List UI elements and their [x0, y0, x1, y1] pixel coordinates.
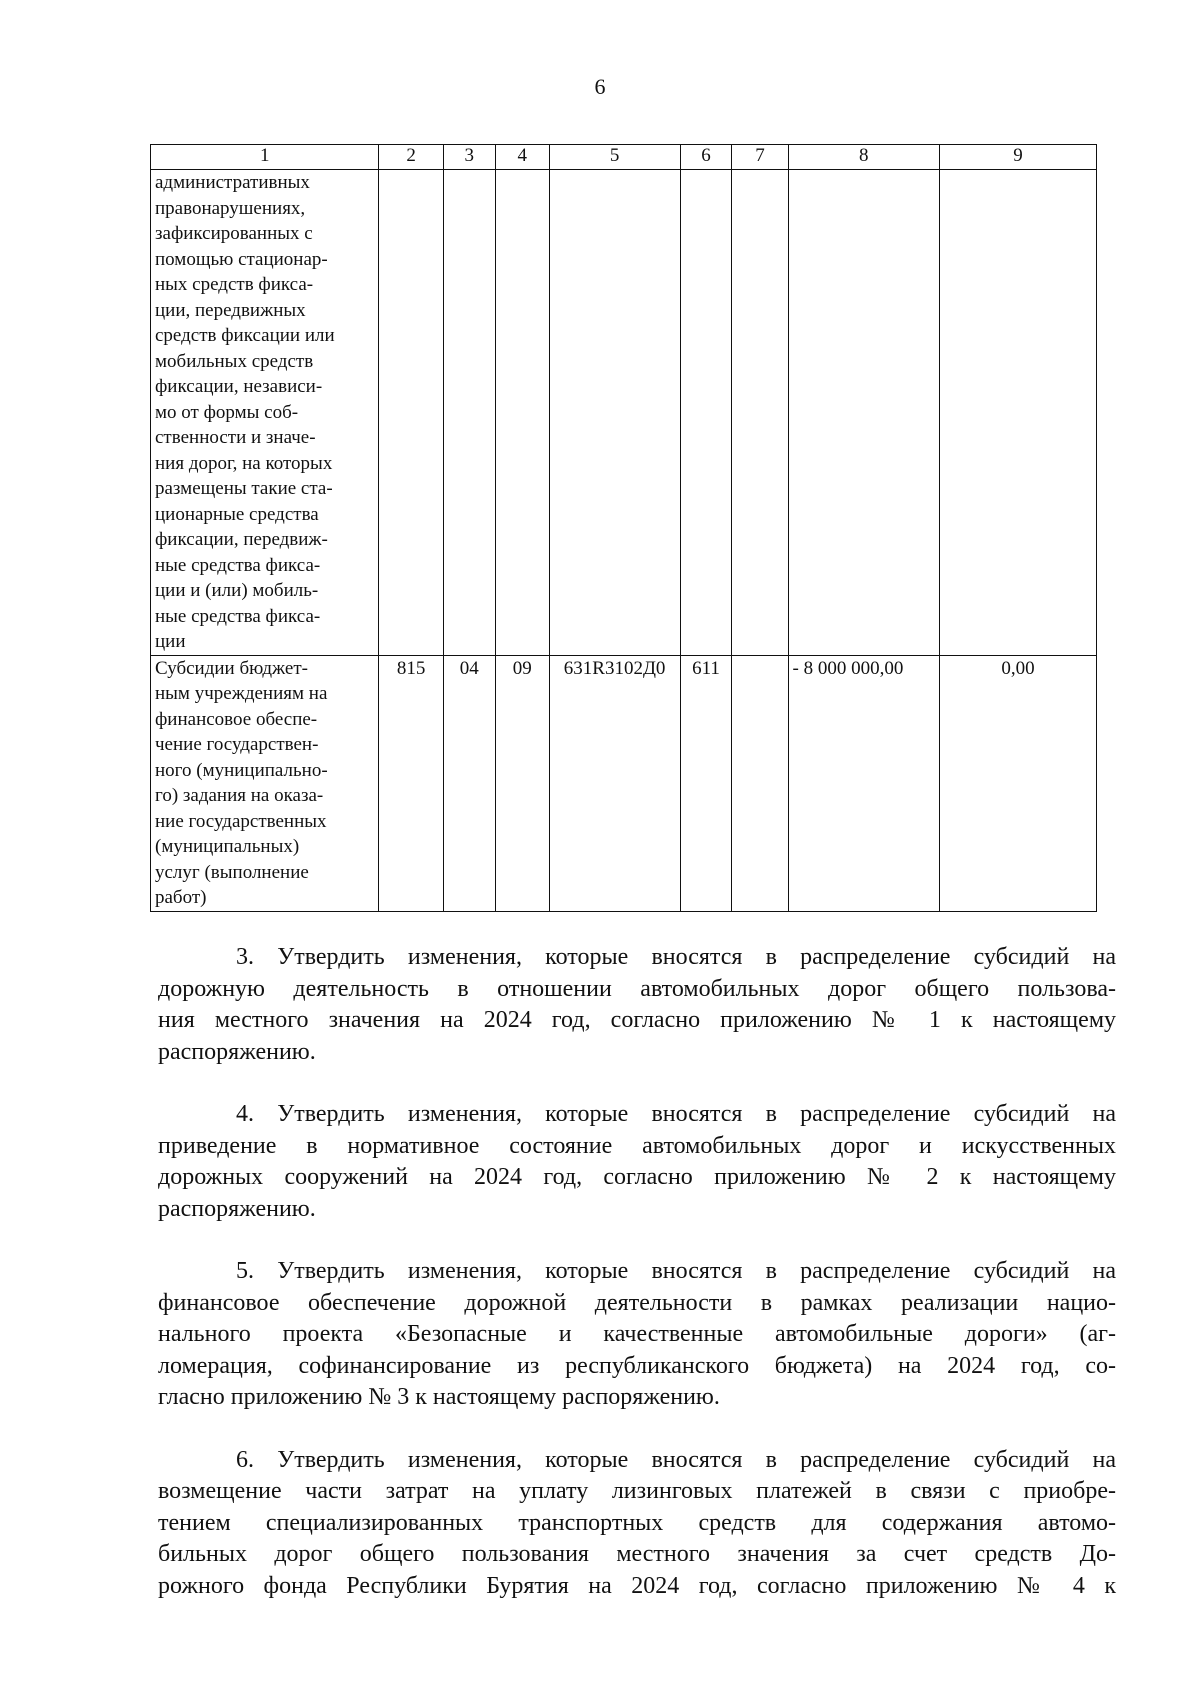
- paragraph-line: 3. Утвердить изменения, которые вносятся в распределение субсидий на: [236, 944, 1116, 970]
- paragraph-line: нального проекта «Безопасные и качественные автомобильные дороги» (аг-: [158, 1321, 1116, 1347]
- paragraph-6: [158, 1445, 1116, 1603]
- row-name-line: фиксации, передвиж-: [155, 529, 328, 550]
- paragraph-line: приведение в нормативное состояние автомобильных дорог и искусственных: [158, 1132, 1116, 1159]
- column-header: 4: [495, 145, 549, 170]
- paragraph-line: бильных дорог общего пользования местного значения за счет средств До-: [158, 1541, 1116, 1567]
- table-cell: [940, 170, 1097, 656]
- row-name-line: ции: [155, 631, 186, 652]
- table-cell: [788, 170, 940, 656]
- column-header: 6: [680, 145, 732, 170]
- table-cell: [379, 170, 443, 656]
- paragraph-line: гласно приложению № 3 к настоящему распоряжению.: [158, 1384, 720, 1410]
- paragraph-line: распоряжению.: [158, 1038, 316, 1065]
- table-cell: [732, 655, 788, 911]
- table-header-row: [151, 145, 1097, 170]
- column-header: 5: [549, 145, 680, 170]
- row-name-line: зафиксированных с: [155, 223, 313, 244]
- table-cell: [732, 170, 788, 656]
- row-name-line: размещены такие ста-: [155, 478, 333, 499]
- budget-table: [150, 144, 1097, 912]
- table-cell: [443, 170, 495, 656]
- row-name-line: ции и (или) мобиль-: [155, 580, 319, 601]
- column-header: 1: [151, 145, 379, 170]
- row-name-cell: [151, 655, 379, 911]
- row-name-line: ственности и значе-: [155, 427, 316, 448]
- column-header: 3: [443, 145, 495, 170]
- paragraph-line: дорожных сооружений на 2024 год, согласно приложению № 2 к настоящему: [158, 1164, 1116, 1190]
- row-name-cell: [151, 170, 379, 656]
- row-name-line: ным учреждениям на: [155, 683, 328, 704]
- row-name-line: правонарушениях,: [155, 197, 306, 219]
- row-name-line: административных: [155, 172, 310, 193]
- table-row: [151, 170, 1097, 656]
- row-name-line: средств фиксации или: [155, 325, 335, 346]
- row-name-line: фиксации, независи-: [155, 376, 323, 397]
- paragraph-line: дорожную деятельность в отношении автомобильных дорог общего пользова-: [158, 975, 1116, 1002]
- kbk-section-cell: 04: [443, 655, 495, 911]
- kbk-subsection-cell: 09: [495, 655, 549, 911]
- paragraph-5: [158, 1256, 1116, 1414]
- column-header: 2: [379, 145, 443, 170]
- paragraph-line: распоряжению.: [158, 1195, 316, 1222]
- table-row: [151, 655, 1097, 911]
- row-name-line: ных средств фикса-: [155, 274, 314, 295]
- kbk-expense-type-cell: 611: [680, 655, 732, 911]
- column-header: 8: [788, 145, 940, 170]
- page-number: 6: [594, 74, 606, 99]
- row-name-line: помощью стационар-: [155, 248, 328, 270]
- paragraph-line: 4. Утвердить изменения, которые вносятся в распределение субсидий на: [236, 1101, 1116, 1127]
- table-cell: [495, 170, 549, 656]
- row-name-line: Субсидии бюджет-: [155, 657, 308, 679]
- row-name-line: мо от формы соб-: [155, 401, 299, 423]
- paragraph-3: [158, 942, 1116, 1068]
- row-name-line: ные средства фикса-: [155, 605, 321, 627]
- table-cell: [549, 170, 680, 656]
- row-name-line: финансовое обеспе-: [155, 708, 318, 730]
- row-name-line: ние государственных: [155, 810, 327, 832]
- row-name-line: ного (муниципально-: [155, 759, 328, 781]
- row-name-line: услуг (выполнение: [155, 861, 309, 883]
- row-name-line: работ): [155, 887, 207, 908]
- column-header: 7: [732, 145, 788, 170]
- row-name-line: мобильных средств: [155, 350, 314, 372]
- row-name-line: го) задания на оказа-: [155, 785, 324, 806]
- row-name-line: чение государствен-: [155, 734, 319, 755]
- kbk-ministry-cell: 815: [379, 655, 443, 911]
- column-header: 9: [940, 145, 1097, 170]
- row-name-line: ния дорог, на которых: [155, 452, 333, 474]
- paragraph-line: возмещение части затрат на уплату лизинговых платежей в связи с приобре-: [158, 1478, 1116, 1504]
- paragraph-line: 5. Утвердить изменения, которые вносятся в распределение субсидий на: [236, 1258, 1116, 1284]
- paragraph-line: рожного фонда Республики Бурятия на 2024 год, согласно приложению № 4 к: [158, 1572, 1116, 1599]
- kbk-target-article-cell: 631R3102Д0: [549, 655, 680, 911]
- row-name-line: (муниципальных): [155, 836, 300, 857]
- row-name-line: ционарные средства: [155, 503, 319, 525]
- paragraph-line: 6. Утвердить изменения, которые вносятся в распределение субсидий на: [236, 1446, 1116, 1473]
- paragraph-line: тением специализированных транспортных средств для содержания автомо-: [158, 1509, 1116, 1536]
- paragraph-line: ломерация, софинансирование из республиканского бюджета) на 2024 год, со-: [158, 1352, 1116, 1379]
- amount-change-cell: - 8 000 000,00: [788, 655, 940, 911]
- amount-total-cell: 0,00: [940, 655, 1097, 911]
- paragraph-4: [158, 1099, 1116, 1225]
- row-name-line: ции, передвижных: [155, 299, 306, 321]
- document-body: [158, 942, 1116, 1633]
- row-name-line: ные средства фикса-: [155, 554, 321, 576]
- table-cell: [680, 170, 732, 656]
- paragraph-line: ния местного значения на 2024 год, согласно приложению № 1 к настоящему: [158, 1007, 1116, 1033]
- paragraph-line: финансовое обеспечение дорожной деятельности в рамках реализации нацио-: [158, 1289, 1116, 1316]
